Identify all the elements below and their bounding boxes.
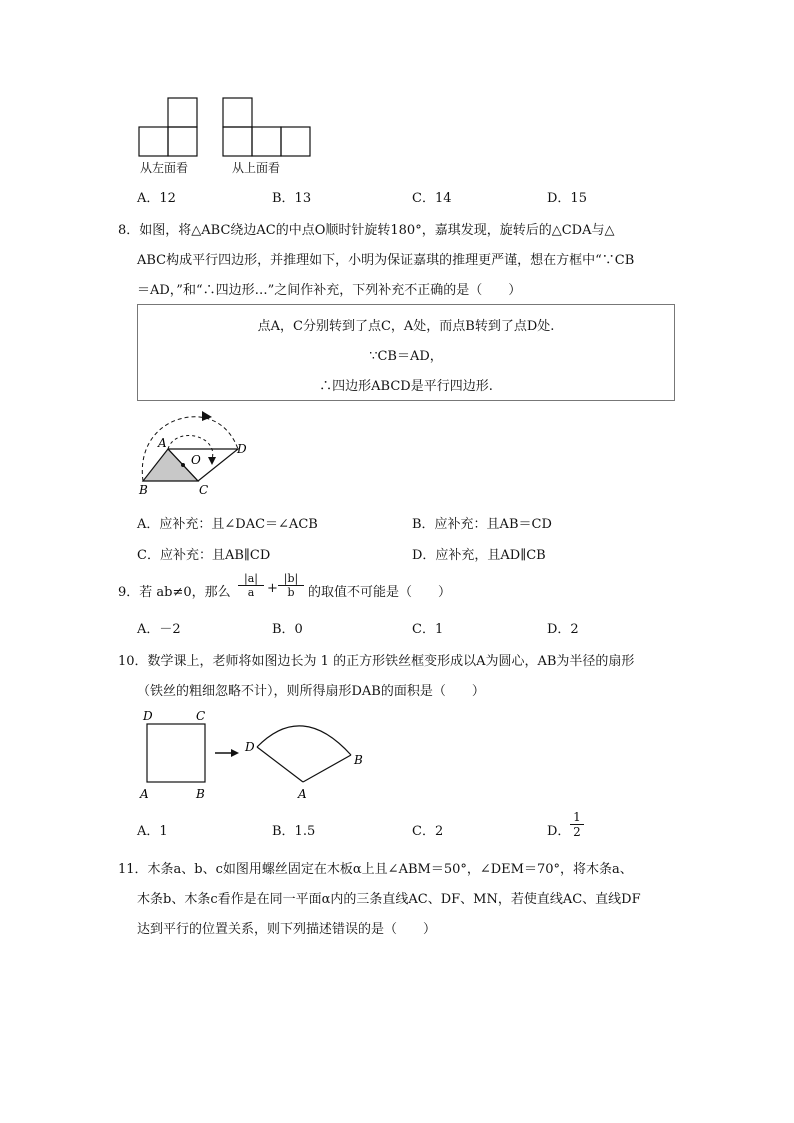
q7-top-view-label: 从上面看 xyxy=(232,161,281,175)
q10-stem-line1: 10．数学课上，老师将如图边长为 1 的正方形铁丝框变形成以A为圆心，AB为半径的扇形 xyxy=(118,654,635,669)
q7-option-b[interactable]: B．13 xyxy=(272,191,312,206)
q9-frac2-num: |b| xyxy=(278,572,304,586)
q9-option-a[interactable]: A．－2 xyxy=(137,622,181,637)
q9-frac2-den: b xyxy=(287,586,295,599)
q8-box-line2: ∵CB＝AD， xyxy=(369,349,443,364)
q10-square-label-c: C xyxy=(196,709,206,723)
q9-fraction-a xyxy=(238,572,264,599)
q9-frac1-den: a xyxy=(247,586,255,599)
q10-sector-label-a: A xyxy=(298,787,307,801)
q7-views-figure xyxy=(130,92,330,162)
q8-stem-line2: ABC构成平行四边形，并推理如下，小明为保证嘉琪的推理更严谨，想在方框中“∵CB xyxy=(137,253,635,268)
q8-option-c[interactable]: C．应补充：且AB∥CD xyxy=(137,548,271,563)
q9-stem-prefix: 9．若 ab≠0，那么 xyxy=(118,585,231,600)
q9-frac1-num: |a| xyxy=(238,572,264,586)
q10-option-d-fraction xyxy=(570,810,584,839)
q7-option-a[interactable]: A．12 xyxy=(137,191,176,206)
q10-opt-d-num: 1 xyxy=(570,810,584,825)
q7-left-view-label: 从左面看 xyxy=(140,161,189,175)
q8-box-line3: ∴四边形ABCD是平行四边形. xyxy=(319,379,493,394)
q8-stem-line1: 8．如图，将△ABC绕边AC的中点O顺时针旋转180°，嘉琪发现，旋转后的△CDA与△ xyxy=(118,223,615,238)
q9-option-b[interactable]: B．0 xyxy=(272,622,303,637)
q8-option-b[interactable]: B．应补充：且AB＝CD xyxy=(412,517,552,532)
q10-sector-label-d: D xyxy=(245,740,255,754)
q9-fraction-b xyxy=(278,572,304,599)
q7-option-d[interactable]: D．15 xyxy=(547,191,587,206)
q8-reasoning-box xyxy=(137,304,675,401)
q10-square-label-a: A xyxy=(140,787,149,801)
q10-option-b[interactable]: B．1.5 xyxy=(272,824,316,839)
q10-square-to-sector-figure xyxy=(135,705,375,805)
q11-stem-line2: 木条b、木条c看作是在同一平面α内的三条直线AC、DF、MN，若使直线AC、直线DF xyxy=(137,892,641,907)
q10-option-d[interactable]: D． xyxy=(547,824,571,839)
q8-box-line1: 点A，C分别转到了点C，A处，而点B转到了点D处. xyxy=(257,319,555,334)
q9-plus: + xyxy=(267,581,278,596)
q10-sector-label-b: B xyxy=(354,753,363,767)
q11-stem-line3: 达到平行的位置关系，则下列描述错误的是（ ） xyxy=(137,922,437,937)
q8-option-d[interactable]: D．应补充，且AD∥CB xyxy=(412,548,546,563)
q9-stem-suffix: 的取值不可能是（ ） xyxy=(308,585,452,600)
q9-option-d[interactable]: D．2 xyxy=(547,622,579,637)
q7-option-c[interactable]: C．14 xyxy=(412,191,452,206)
q8-option-a[interactable]: A．应补充：且∠DAC＝∠ACB xyxy=(137,517,318,532)
q10-opt-d-den: 2 xyxy=(573,825,581,839)
q8-label-a: A xyxy=(158,436,167,450)
q10-square-label-b: B xyxy=(196,787,205,801)
q10-square-label-d: D xyxy=(143,709,153,723)
q10-option-a[interactable]: A．1 xyxy=(137,824,168,839)
q8-label-b: B xyxy=(139,483,148,497)
q8-label-c: C xyxy=(199,483,209,497)
q8-label-o: O xyxy=(191,453,201,467)
q8-stem-line3: ＝AD，”和“∴四边形…”之间作补充，下列补充不正确的是（ ） xyxy=(137,283,522,298)
q9-option-c[interactable]: C．1 xyxy=(412,622,444,637)
q8-label-d: D xyxy=(237,442,247,456)
q11-stem-line1: 11．木条a、b、c如图用螺丝固定在木板α上且∠ABM＝50°，∠DEM＝70°，将木条a、 xyxy=(118,862,633,877)
q8-rotation-figure xyxy=(130,405,260,500)
q10-option-c[interactable]: C．2 xyxy=(412,824,444,839)
q10-stem-line2: （铁丝的粗细忽略不计），则所得扇形DAB的面积是（ ） xyxy=(137,684,485,699)
